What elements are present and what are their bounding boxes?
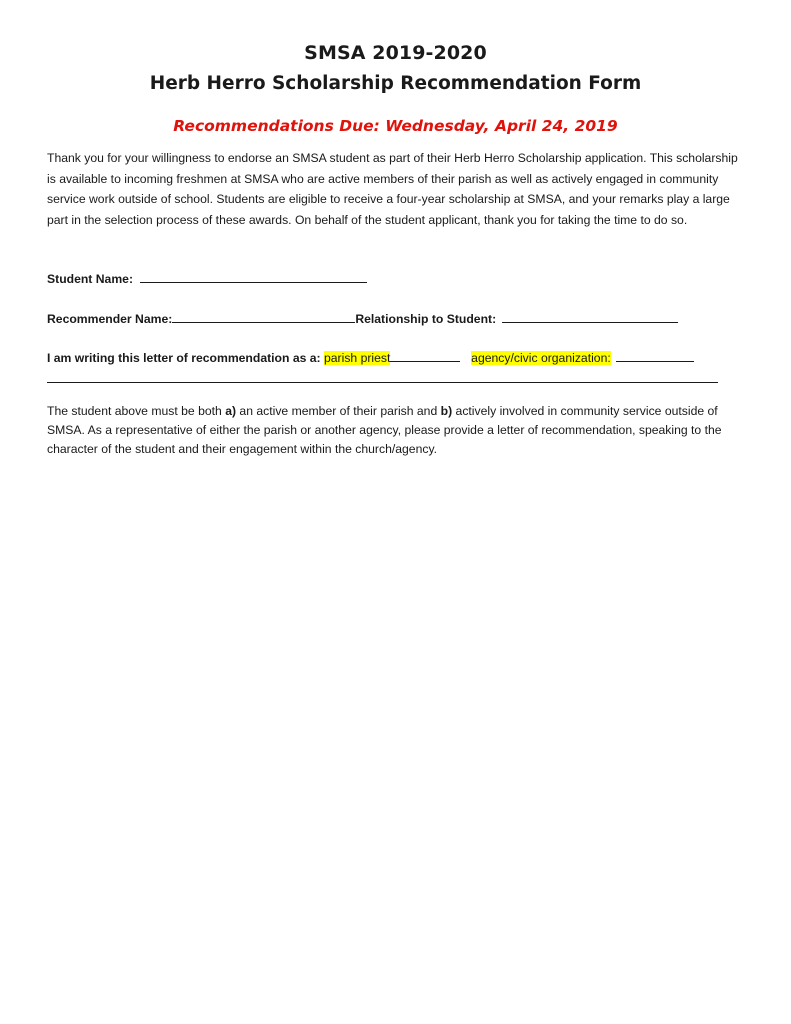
option-agency: agency/civic organization: <box>471 351 611 365</box>
student-name-label: Student Name: <box>47 272 133 286</box>
writing-as-row <box>47 349 694 365</box>
recommender-row <box>47 310 678 326</box>
closing-paragraph <box>47 402 737 459</box>
relationship-field[interactable] <box>502 310 678 323</box>
recommender-name-label: Recommender Name: <box>47 312 173 326</box>
recommender-name-field[interactable] <box>172 310 355 323</box>
student-name-row <box>47 270 367 286</box>
agency-field[interactable] <box>616 349 694 362</box>
agency-continuation-line[interactable] <box>47 382 718 383</box>
option-parish-priest: parish priest <box>324 351 391 365</box>
due-date-notice: Recommendations Due: Wednesday, April 24, 2019 <box>173 117 618 135</box>
parish-priest-field[interactable] <box>390 349 460 362</box>
closing-text-3: actively involved in community service outside of SMSA. As a representative of either the parish or another agency, please provide a letter of recommendation, speaking to the character of the student and their engagement within the church/agency. <box>47 404 722 456</box>
form-title: Herb Herro Scholarship Recommendation Form <box>149 73 642 94</box>
marker-b: b) <box>440 404 453 418</box>
closing-text-2: an active member of their parish and <box>236 404 441 418</box>
form-title-year: SMSA 2019-2020 <box>304 42 487 64</box>
closing-text-1: The student above must be both <box>47 404 226 418</box>
writing-as-label: I am writing this letter of recommendation as a: <box>47 351 321 365</box>
marker-a: a) <box>225 404 237 418</box>
relationship-label: Relationship to Student: <box>355 312 497 326</box>
intro-paragraph: Thank you for your willingness to endorse an SMSA student as part of their Herb Herro Scholarship application. This scholarship is available to incoming freshmen at SMSA who are active members of their parish as well as actively engaged in community service work outside of school. Students are eligible to receive a four-year scholarship at SMSA, and your remarks play a large part in the selection process of these awards. On behalf of the student applicant, thank you for taking the time to do so. <box>47 151 738 228</box>
student-name-field[interactable] <box>140 270 367 283</box>
